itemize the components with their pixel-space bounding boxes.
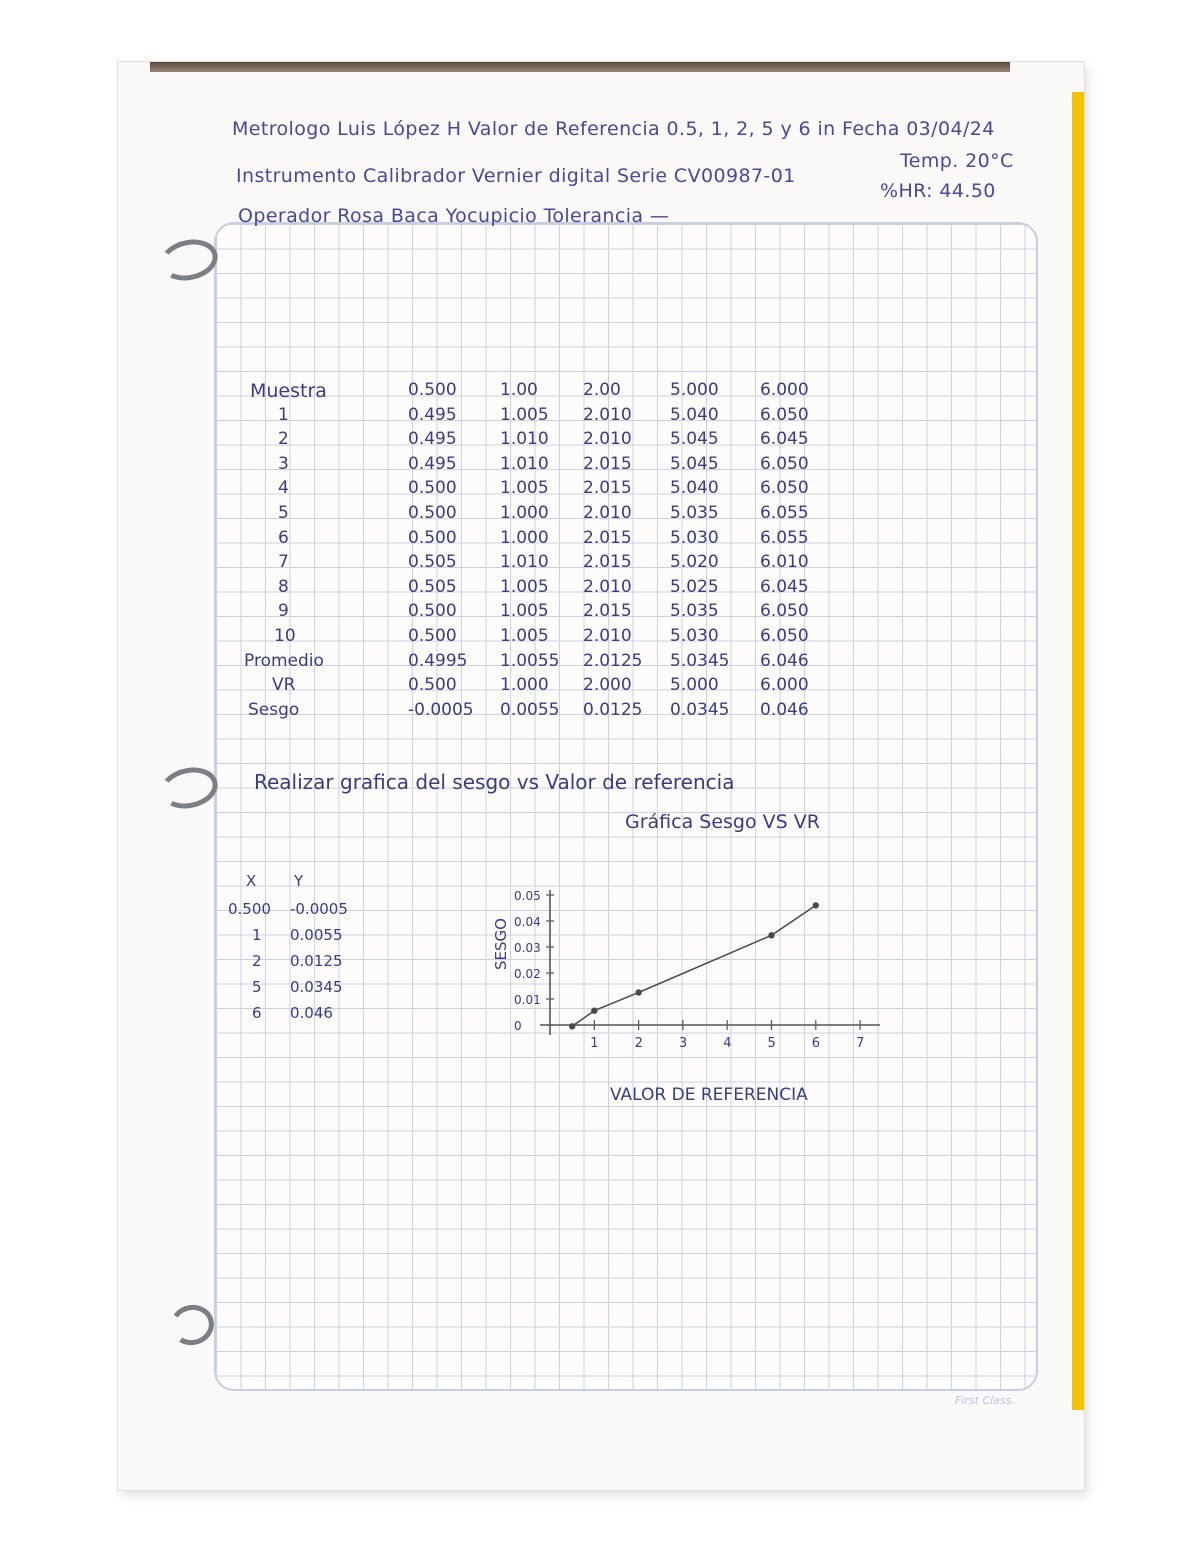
data-point [768, 932, 774, 938]
table-cell: 1.005 [500, 576, 549, 597]
row-label: 6 [278, 527, 289, 548]
row-label: 7 [278, 552, 289, 573]
header-temperature: Temp. 20°C [900, 150, 1014, 172]
row-label: 5 [278, 503, 289, 523]
table-cell: 0.500 [408, 503, 457, 523]
table-cell: 1.005 [500, 601, 549, 622]
table-cell: 2.010 [583, 404, 632, 425]
x-tick-label: 1 [590, 1036, 599, 1051]
table-cell: 5.030 [670, 527, 719, 548]
table-cell: 1.005 [500, 404, 549, 425]
table-cell: 1.000 [500, 675, 549, 696]
table-cell: 0.495 [408, 429, 457, 450]
data-point [591, 1008, 597, 1014]
xy-row-y: 0.0055 [290, 926, 343, 944]
table-cell: 0.4995 [408, 650, 468, 671]
x-tick-label: 6 [811, 1036, 821, 1051]
chart-title: Gráfica Sesgo VS VR [625, 811, 820, 833]
table-cell: 6.000 [760, 675, 809, 696]
table-cell: 6.000 [760, 380, 809, 400]
table-cell: 2.015 [583, 527, 632, 548]
table-cell: 5.035 [670, 503, 719, 523]
table-cell: 6.050 [760, 404, 809, 425]
table-cell: 2.010 [583, 503, 632, 523]
instruction-text: Realizar grafica del sesgo vs Valor de referencia [254, 770, 735, 794]
table-cell: 2.010 [583, 626, 632, 646]
table-cell: 6.010 [760, 552, 809, 573]
table-cell: 0.500 [408, 601, 457, 622]
table-cell: 0.500 [408, 626, 457, 646]
data-point [813, 902, 819, 908]
y-axis-label: SESGO [492, 918, 510, 970]
header-line-3: Operador Rosa Baca Yocupicio Tolerancia — [238, 205, 670, 227]
table-cell: 5.040 [670, 404, 719, 425]
table-cell: 0.505 [408, 552, 457, 573]
row-label: 9 [278, 601, 289, 622]
y-tick-label: 0.02 [514, 967, 541, 981]
y-tick-label: 0.05 [514, 889, 541, 903]
table-cell: 2.0125 [583, 650, 643, 671]
table-cell: 1.0055 [500, 650, 560, 671]
data-point [635, 989, 641, 995]
xy-row-y: 0.046 [290, 1004, 333, 1022]
table-cell: 6.045 [760, 576, 809, 597]
table-cell: 6.055 [760, 527, 809, 548]
table-cell: 1.010 [500, 552, 549, 573]
yellow-page-edge [1072, 92, 1084, 1410]
table-cell: 6.050 [760, 626, 809, 646]
xy-row-x: 5 [252, 978, 262, 996]
table-cell: 0.0345 [670, 699, 730, 720]
table-cell: 2.000 [583, 675, 632, 696]
header-line-1: Metrologo Luis López H Valor de Referencia 0.5, 1, 2, 5 y 6 in Fecha 03/04/24 [232, 118, 995, 140]
table-cell: 0.500 [408, 527, 457, 548]
table-cell: 0.046 [760, 699, 809, 720]
table-cell: 6.046 [760, 650, 809, 671]
x-tick-label: 4 [723, 1036, 732, 1051]
table-cell: 0.495 [408, 404, 457, 425]
table-cell: 2.010 [583, 429, 632, 450]
table-cell: -0.0005 [408, 699, 474, 720]
y-tick-label: 0.04 [514, 915, 541, 929]
table-cell: 0.0055 [500, 699, 560, 720]
table-cell: 1.005 [500, 626, 549, 646]
row-label: Sesgo [248, 699, 300, 720]
table-cell: 2.015 [583, 478, 632, 499]
data-point [569, 1023, 575, 1029]
table-cell: 5.045 [670, 453, 719, 474]
xy-row-y: 0.0125 [290, 952, 343, 970]
x-axis-label: VALOR DE REFERENCIA [610, 1085, 808, 1105]
row-label: 2 [278, 429, 289, 450]
x-column-header: X [246, 872, 257, 890]
xy-row-x: 0.500 [228, 900, 271, 918]
notebook-brand-logo: First Class. [955, 1394, 1015, 1407]
table-cell: 2.00 [583, 380, 621, 400]
table-cell: 0.505 [408, 576, 457, 597]
table-cell: 5.045 [670, 429, 719, 450]
table-cell: 6.050 [760, 453, 809, 474]
row-label: 8 [278, 576, 289, 597]
xy-row-x: 2 [252, 952, 262, 970]
table-cell: 0.500 [408, 478, 457, 499]
table-cell: 0.0125 [583, 699, 643, 720]
table-cell: 5.000 [670, 675, 719, 696]
table-cell: 5.0345 [670, 650, 730, 671]
y-tick-label: 0.03 [514, 941, 541, 955]
xy-row-x: 1 [252, 926, 262, 944]
series-line [572, 905, 816, 1026]
y-tick-label: 0 [514, 1019, 522, 1033]
x-tick-label: 7 [856, 1036, 865, 1051]
table-cell: 6.055 [760, 503, 809, 523]
row-label: Promedio [244, 650, 324, 671]
table-cell: 6.050 [760, 478, 809, 499]
table-cell: 1.000 [500, 503, 549, 523]
bias-vs-reference-chart [480, 800, 900, 1110]
row-label: VR [272, 675, 296, 696]
header-line-2: Instrumento Calibrador Vernier digital Serie CV00987-01 [236, 165, 796, 187]
xy-row-x: 6 [252, 1004, 262, 1022]
row-label: 4 [278, 478, 289, 499]
header-humidity: %HR: 44.50 [880, 180, 996, 202]
table-cell: 0.500 [408, 675, 457, 696]
table-cell: 5.025 [670, 576, 719, 597]
row-label: 3 [278, 453, 289, 474]
table-cell: 1.010 [500, 429, 549, 450]
xy-row-y: 0.0345 [290, 978, 343, 996]
table-cell: 1.010 [500, 453, 549, 474]
table-cell: 2.010 [583, 576, 632, 597]
x-tick-label: 2 [634, 1036, 643, 1051]
xy-row-y: -0.0005 [290, 900, 348, 918]
table-cell: 6.045 [760, 429, 809, 450]
table-cell: 5.000 [670, 380, 719, 400]
table-cell: 5.040 [670, 478, 719, 499]
table-cell: 1.000 [500, 527, 549, 548]
y-tick-label: 0.01 [514, 993, 541, 1007]
table-cell: 1.00 [500, 380, 538, 400]
row-label: 1 [278, 404, 289, 425]
x-tick-label: 5 [767, 1036, 776, 1051]
page-top-edge [150, 62, 1010, 72]
y-column-header: Y [294, 872, 304, 890]
table-cell: 5.030 [670, 626, 719, 646]
table-cell: 5.035 [670, 601, 719, 622]
table-cell: 2.015 [583, 601, 632, 622]
table-cell: 2.015 [583, 453, 632, 474]
table-cell: 5.020 [670, 552, 719, 573]
row-label: Muestra [250, 380, 327, 402]
table-cell: 1.005 [500, 478, 549, 499]
table-cell: 6.050 [760, 601, 809, 622]
row-label: 10 [274, 626, 296, 646]
x-tick-label: 3 [678, 1036, 688, 1051]
table-cell: 2.015 [583, 552, 632, 573]
table-cell: 0.500 [408, 380, 457, 400]
table-cell: 0.495 [408, 453, 457, 474]
